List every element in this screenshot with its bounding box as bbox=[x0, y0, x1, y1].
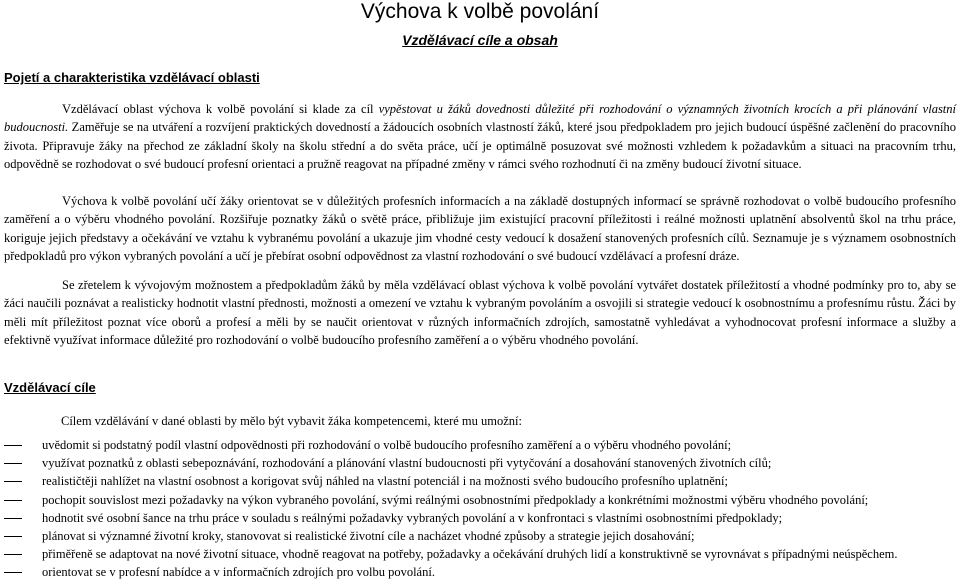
goals-intro: Cílem vzdělávání v dané oblasti by mělo být vybavit žáka kompetencemi, které mu umožní: bbox=[61, 414, 522, 428]
list-item: realističtěji nahlížet na vlastní osobnost a korigovat svůj náhled na vlastní potenciál i na možnosti svého budoucího profesního uplatnění; bbox=[0, 472, 955, 490]
list-item: plánovat si významné životní kroky, stanovovat si realistické životní cíle a nacházet vhodné způsoby a strategie jejich dosahování; bbox=[0, 527, 955, 545]
list-item: hodnotit své osobní šance na trhu práce v souladu s reálnými požadavky vybraných povolání a v konfrontaci s vlastními osobnostními předpoklady; bbox=[0, 509, 955, 527]
list-item: pochopit souvislost mezi požadavky na výkon vybraného povolání, svými reálnými osobnostními předpoklady a konkrétními možnostmi výběru vhodného povolání; bbox=[0, 491, 955, 509]
document-subtitle: Vzdělávací cíle a obsah bbox=[402, 32, 558, 48]
paragraph-3: Se zřetelem k vývojovým možnostem a předpokladům žáků by měla vzdělávací oblast výchova k volbě povolání vytvářet dostatek příležitostí a vhodné podmínky pro to, aby se žáci naučili poznávat a realisticky hodnotit vlastní přednosti, možnosti a omezení ve vztahu k vybraným povoláním a osvojili si strategie vedoucí k osobnostnímu a profesnímu růstu. Žáci by měli mít příležitost poznat více oborů a profesí a měli by se naučit orientovat v různých informačních zdrojích, samostatně vyhledávat a vyhodnocovat profesní informace a služby a efektivně využívat informace důležité pro rozhodování o volbě budoucího profesního zaměření a o výběru vhodného povolání. bbox=[4, 278, 956, 347]
paragraph-1-text-a: Vzdělávací oblast výchova k volbě povolání si klade za cíl bbox=[62, 102, 379, 116]
paragraph-1 bbox=[4, 100, 956, 173]
document-title: Výchova k volbě povolání bbox=[360, 0, 600, 23]
list-item: orientovat se v profesní nabídce a v informačních zdrojích pro volbu povolání. bbox=[0, 563, 955, 581]
section-heading-concept: Pojetí a charakteristika vzdělávací oblasti bbox=[4, 70, 260, 85]
paragraph-1-italic: vypěstovat u žáků dovednosti důležité při rozhodování o významných životních krocích a při plánování vlastní budoucnosti. bbox=[4, 102, 957, 135]
list-item: přiměřeně se adaptovat na nové životní situace, vhodně reagovat na potřeby, požadavky a očekávání druhých lidí a konstruktivně se vyrovnávat s případnými neúspěchem. bbox=[0, 545, 955, 563]
goals-list bbox=[0, 436, 955, 582]
paragraph-1-text-b: Zaměřuje se na utváření a rozvíjení praktických dovedností a žádoucích osobních vlastností žáků, které jsou předpokladem pro jejich budoucí úspěšné začlenění do pracovního života. Připravuje žáky na přechod ze základní školy na školu střední a do světa práce, učí je optimálně posuzovat své možnosti vzhledem k požadavkům a situaci na pracovním trhu, odpovědně se rozhodovat o své budoucí profesní orientaci a pružně reagovat na případné změny v rámci svého rozhodnutí či na změny budoucí životní situace. bbox=[4, 120, 956, 171]
list-item: využívat poznatků z oblasti sebepoznávání, rozhodování a plánování vlastní budoucnosti při vytyčování a dosahování stanovených životních cílů; bbox=[0, 454, 955, 472]
list-item: uvědomit si podstatný podíl vlastní odpovědnosti při rozhodování o volbě budoucího profesního zaměření a o výběru vhodného povolání; bbox=[0, 436, 955, 454]
section-heading-goals: Vzdělávací cíle bbox=[4, 380, 96, 395]
paragraph-2: Výchova k volbě povolání učí žáky orientovat se v důležitých profesních informacích a na základě dostupných informací se správně rozhodovat o volbě budoucího profesního zaměření a o výběru vhodného povolání. Rozšiřuje poznatky žáků o světě práce, přibližuje jim existující pracovní příležitosti i reálné možnosti uplatnění absolventů škol na trhu práce, koriguje jejich představy a očekávání ve vztahu k vybranému povolání a ukazuje jim vhodné cesty vedoucí k dosažení stanovených profesních cílů. Seznamuje je s významem osobnostních předpokladů pro výkon vybraných povolání a učí je přebírat osobní odpovědnost za vlastní rozhodování o své budoucí vzdělávací a profesní dráze. bbox=[4, 194, 956, 263]
